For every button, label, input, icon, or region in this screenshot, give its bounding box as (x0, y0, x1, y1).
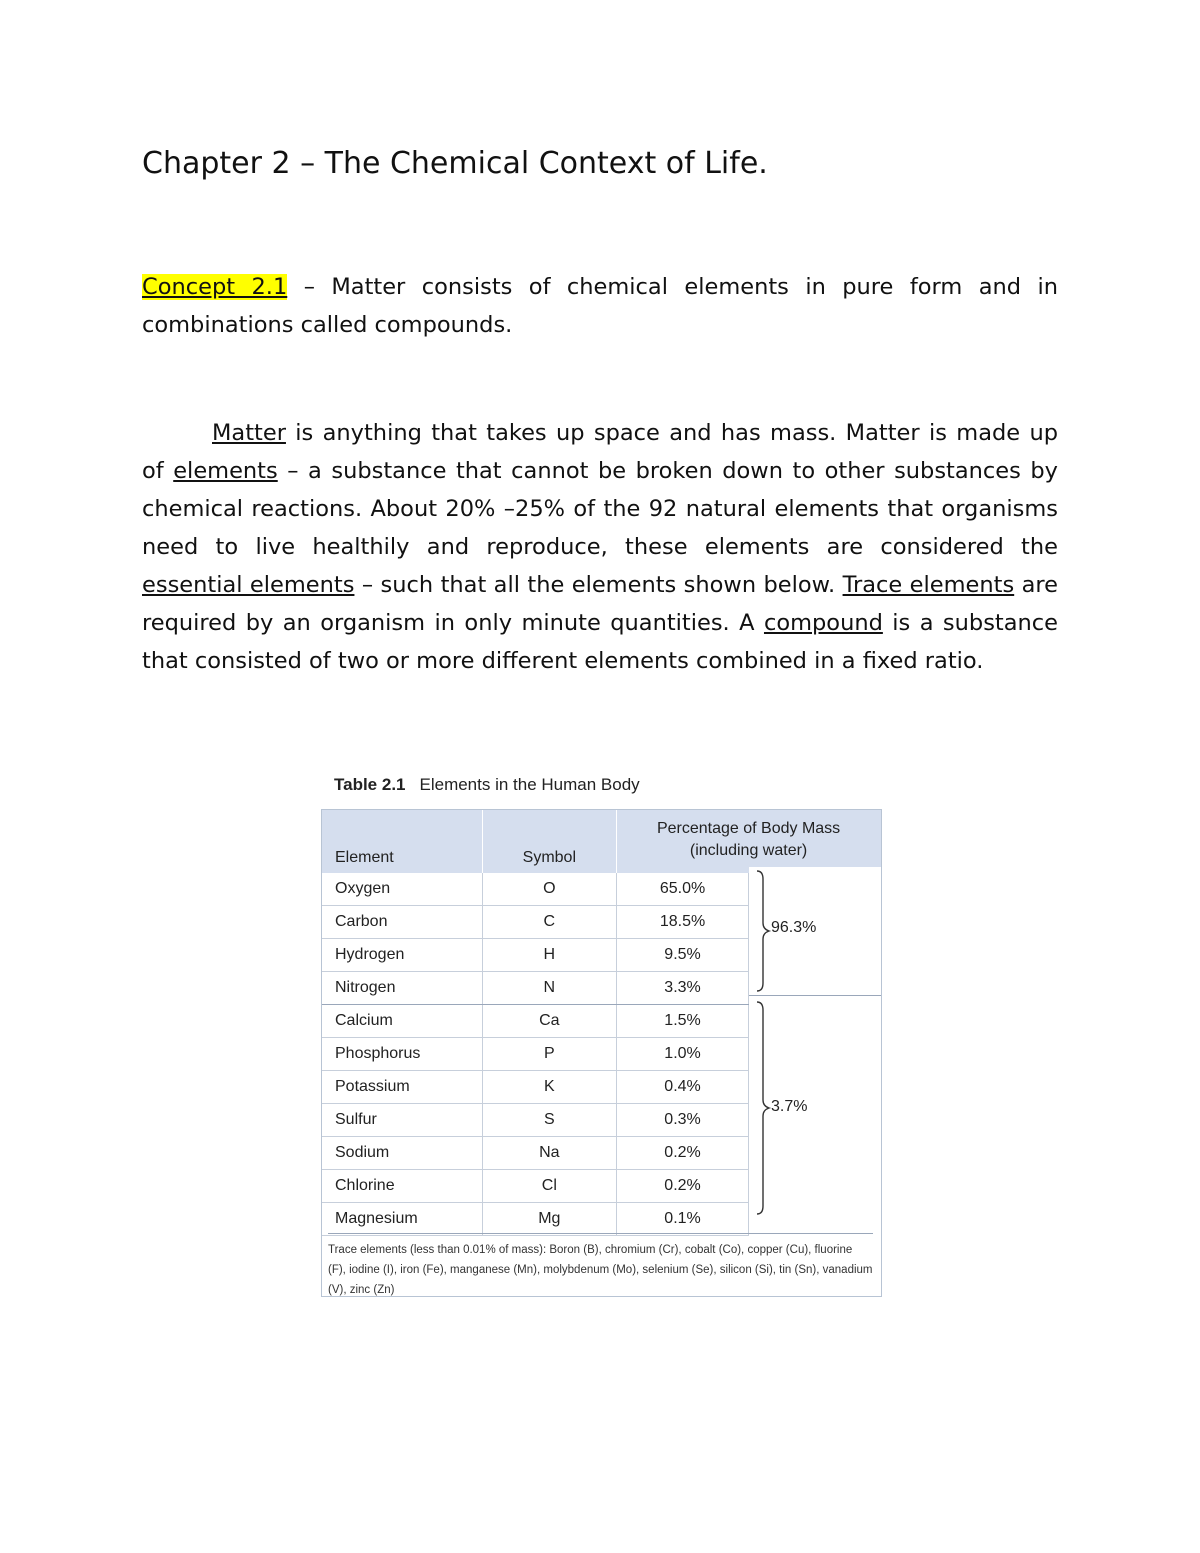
header-percentage-line2: (including water) (689, 842, 808, 859)
table-title: Elements in the Human Body (419, 775, 640, 794)
cell-symbol: K (482, 1071, 616, 1104)
cell-percentage: 1.5% (617, 1005, 749, 1038)
table-row (322, 873, 749, 906)
cell-symbol: C (482, 906, 616, 939)
table-caption (334, 775, 640, 795)
concept-label: Concept 2.1 (142, 274, 288, 300)
cell-element: Phosphorus (322, 1038, 482, 1071)
cell-element: Hydrogen (322, 939, 482, 972)
cell-percentage: 0.4% (617, 1071, 749, 1104)
header-element: Element (322, 810, 482, 873)
brace-major (753, 867, 773, 995)
cell-percentage: 18.5% (617, 906, 749, 939)
cell-element: Potassium (322, 1071, 482, 1104)
table-row (322, 1104, 749, 1137)
cell-symbol: Mg (482, 1203, 616, 1236)
cell-percentage: 0.3% (617, 1104, 749, 1137)
body-paragraph (142, 414, 1058, 680)
cell-element: Carbon (322, 906, 482, 939)
table-header-row (322, 810, 749, 873)
group-major-total: 96.3% (771, 919, 817, 936)
table-label: Table 2.1 (334, 775, 406, 794)
cell-percentage: 1.0% (617, 1038, 749, 1071)
term-elements: elements (173, 458, 278, 484)
para-text-2: – a substance that cannot be broken down to other substances by chemical reactions. About 20% –25% of the 92 natural elements that organisms need to live healthily and reproduce, these elements are considered the (142, 458, 1058, 560)
cell-element: Calcium (322, 1005, 482, 1038)
cell-element: Oxygen (322, 873, 482, 906)
cell-percentage: 0.2% (617, 1170, 749, 1203)
group-minor (749, 996, 881, 1220)
table-row (322, 1005, 749, 1038)
trace-elements-note: Trace elements (less than 0.01% of mass): Boron (B), chromium (Cr), cobalt (Co), copper (Cu), fluorine (F), iodine (I), iron (Fe), manganese (Mn), molybdenum (Mo), selenium (Se), silicon (Si), tin (Sn), vanadium (V), zinc (Zn) (328, 1233, 873, 1300)
table-row (322, 1071, 749, 1104)
cell-percentage: 9.5% (617, 939, 749, 972)
cell-symbol: Ca (482, 1005, 616, 1038)
table-row (322, 1137, 749, 1170)
brace-minor (753, 996, 773, 1220)
cell-percentage: 0.1% (617, 1203, 749, 1236)
cell-symbol: O (482, 873, 616, 906)
cell-element: Sulfur (322, 1104, 482, 1137)
cell-symbol: Na (482, 1137, 616, 1170)
term-matter: Matter (212, 420, 286, 446)
cell-percentage: 0.2% (617, 1137, 749, 1170)
table-row (322, 939, 749, 972)
cell-percentage: 3.3% (617, 972, 749, 1005)
cell-percentage: 65.0% (617, 873, 749, 906)
term-trace-elements: Trace elements (842, 572, 1015, 598)
table-row (322, 906, 749, 939)
table-row (322, 972, 749, 1005)
cell-element: Chlorine (322, 1170, 482, 1203)
cell-symbol: S (482, 1104, 616, 1137)
cell-symbol: H (482, 939, 616, 972)
para-text-4: are required by an organism in only minute quantities. A (142, 572, 1058, 636)
header-percentage-line1: Percentage of Body Mass (656, 820, 841, 837)
concept-text: – Matter consists of chemical elements in pure form and in combinations called compounds. (142, 274, 1058, 338)
term-compound: compound (763, 610, 883, 636)
cell-element: Nitrogen (322, 972, 482, 1005)
term-essential-elements: essential elements (142, 572, 355, 598)
cell-symbol: N (482, 972, 616, 1005)
para-text-5: is a substance that consisted of two or more different elements combined in a fixed ratio. (142, 610, 1059, 674)
cell-symbol: Cl (482, 1170, 616, 1203)
cell-element: Magnesium (322, 1203, 482, 1236)
table-row (322, 1038, 749, 1071)
page-title: Chapter 2 – The Chemical Context of Life. (142, 146, 768, 181)
table-row (322, 1170, 749, 1203)
elements-table (321, 809, 882, 1297)
header-symbol: Symbol (482, 810, 616, 873)
concept-statement (142, 268, 1058, 344)
cell-element: Sodium (322, 1137, 482, 1170)
cell-symbol: P (482, 1038, 616, 1071)
group-major (749, 867, 881, 996)
header-percentage (617, 810, 841, 873)
para-text-3: – such that all the elements shown below. (354, 572, 843, 598)
table-row (322, 1203, 749, 1236)
para-text-1: is anything that takes up space and has mass. Matter is made up of (142, 420, 1058, 484)
group-minor-total: 3.7% (771, 1098, 808, 1115)
